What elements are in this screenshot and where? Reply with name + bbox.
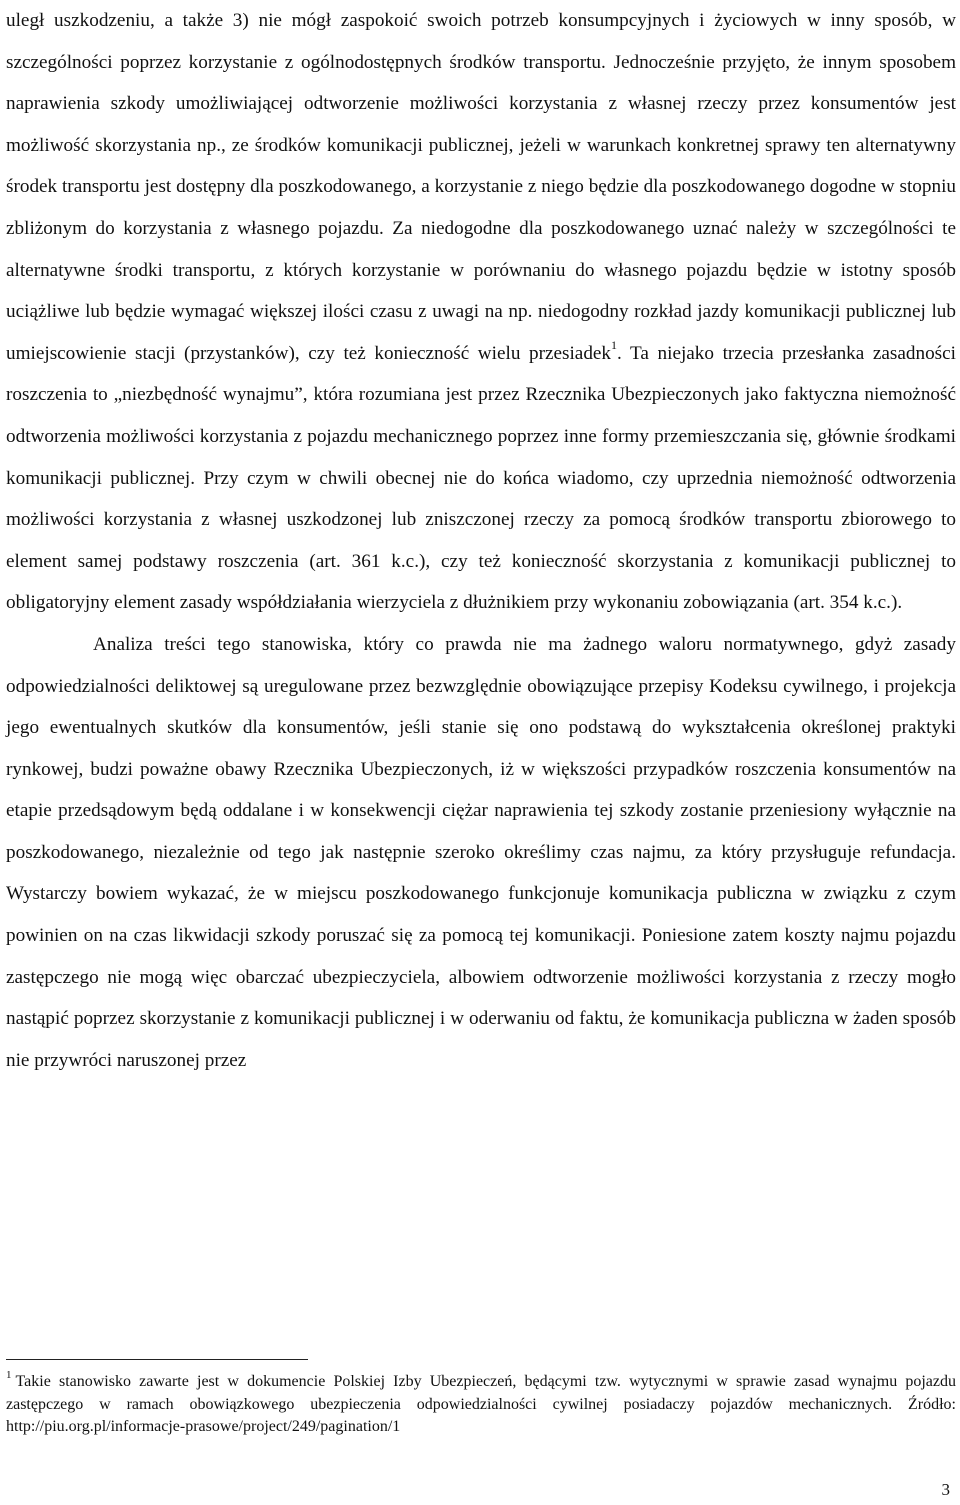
footnote-1-number: 1: [6, 1368, 12, 1381]
paragraph-2: Analiza treści tego stanowiska, który co prawda nie ma żadnego waloru normatywnego, gdyż zasady odpowiedzialności deliktowej są uregulowane przez bezwzględnie obowiązujące przepisy Kodeksu cywilnego, i projekcja jego ewentualnych skutków dla konsumentów, jeśli stanie się ono podstawą do wykształcenia określonej praktyki rynkowej, budzi poważne obawy Rzecznika Ubezpieczonych, iż w większości przypadków roszczenia konsumentów na etapie przedsądowym będą oddalane i w konsekwencji ciężar naprawienia tej szkody zostanie przeniesiony wyłącznie na poszkodowanego, niezależnie od tego jak następnie szeroko określimy czas najmu, za który przysługuje refundacja. Wystarczy bowiem wykazać, że w miejscu poszkodowanego funkcjonuje komunikacja publiczna w związku z czym powinien on na czas likwidacji szkody poruszać się za pomocą tej komunikacji. Poniesione zatem koszty najmu pojazdu zastępczego nie mogą więc obarczać ubezpieczyciela, albowiem odtworzenie możliwości korzystania z rzeczy mogło nastąpić poprzez skorzystanie z komunikacji publicznej i w oderwaniu od faktu, że komunikacja publiczna w żaden sposób nie przywróci naruszonej przez: [6, 633, 956, 1071]
paragraph-1-text-before-ref: uległ uszkodzeniu, a także 3) nie mógł zaspokoić swoich potrzeb konsumpcyjnych i życiowych w inny sposób, w szczególności poprzez korzystanie z ogólnodostępnych środków transportu. Jednocześnie przyjęto, że innym sposobem naprawienia szkody umożliwiającej odtworzenie możliwości korzystania z własnej rzeczy przez konsumentów jest możliwość skorzystania np., ze środków komunikacji publicznej, jeżeli w warunkach konkretnej sprawy ten alternatywny środek transportu jest dostępny dla poszkodowanego, a korzystanie z niego będzie dla poszkodowanego dogodne w stopniu zbliżonym do korzystania z własnego pojazdu. Za niedogodne dla poszkodowanego uznać należy w szczególności te alternatywne środki transportu, z których korzystanie w porównaniu do własnego pojazdu będzie w istotny sposób uciążliwe lub będzie wymagać większej ilości czasu z uwagi na np. niedogodny rozkład jazdy komunikacji publicznej lub umiejscowienie stacji (przystanków), czy też konieczność wielu przesiadek: [6, 10, 956, 364]
paragraph-1-text-after-ref: . Ta niejako trzecia przesłanka zasadności roszczenia to „niezbędność wynajmu”, która rozumiana jest przez Rzecznika Ubezpieczonych jako faktyczna niemożność odtworzenia możliwości korzystania z pojazdu mechanicznego poprzez inne formy przemieszczania się, głównie środkami komunikacji publicznej. Przy czym w chwili obecnej nie do końca wiadomo, czy uprzednia niemożność odtworzenia możliwości korzystania z własnej uszkodzonej lub zniszczonej rzeczy za pomocą środków transportu zbiorowego to element samej podstawy roszczenia (art. 361 k.c.), czy też konieczność skorzystania z komunikacji publicznej to obligatoryjny element zasady współdziałania wierzyciela z dłużnikiem przy wykonaniu zobowiązania (art. 354 k.c.).: [6, 342, 956, 614]
footnote-1: [6, 1368, 956, 1439]
footnote-separator: [6, 1359, 308, 1360]
paragraph-1: [6, 0, 956, 624]
footnote-1-text: Takie stanowisko zawarte jest w dokumencie Polskiej Izby Ubezpieczeń, będącymi tzw. wytycznymi w sprawie zasad wynajmu pojazdu zastępczego w ramach obowiązkowego ubezpieczenia odpowiedzialności cywilnej posiadaczy pojazdów mechanicznych. Źródło: http://piu.org.pl/informacje-prasowe/project/249/pagination/1: [6, 1373, 956, 1436]
footnote-reference-1[interactable]: 1: [611, 338, 618, 353]
document-page: [6, 0, 956, 1505]
footnotes: [6, 1368, 956, 1439]
body-text: [6, 0, 956, 1081]
page-number: 3: [941, 1480, 950, 1499]
